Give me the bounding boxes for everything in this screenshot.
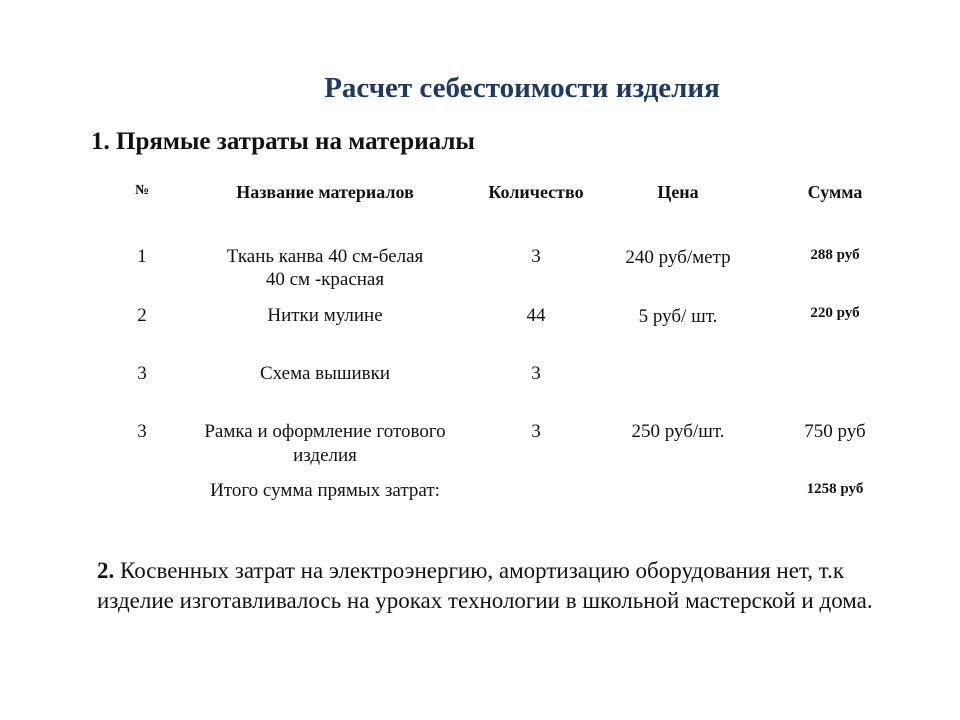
section-2-paragraph [97,556,897,616]
row-name-line1: Нитки мулине [267,305,383,326]
header-num: № [134,183,150,198]
header-qty: Количество [488,182,584,202]
row-num: 2 [137,305,147,326]
total-value: 1258 руб [806,481,864,497]
row-num: 3 [137,421,147,442]
section-2-text: Косвенных затрат на электроэнергию, амортизацию оборудования нет, т.к изделие изготавливалось на уроках технологии в школьной мастерской и дома. [97,558,873,613]
row-name-line1: Схема вышивки [259,363,391,384]
row-price: 240 руб/метр [625,247,731,268]
header-name: Название материалов [236,182,414,202]
total-label: Итого сумма прямых затрат: [210,480,440,501]
row-num: 1 [137,246,147,267]
row-name-line2: изделия [293,445,357,466]
page-title: Расчет себестоимости изделия [324,72,720,104]
row-price: 250 руб/шт. [631,421,725,442]
header-sum: Сумма [807,182,863,202]
row-name-line1: Ткань канва 40 см-белая [226,246,424,267]
row-sum: 288 руб [810,247,860,263]
row-name-line2: 40 см -красная [265,269,385,290]
row-qty: 3 [531,421,541,442]
row-qty: 3 [531,363,541,384]
row-sum: 750 руб [804,421,866,442]
row-num: 3 [137,363,147,384]
header-price: Цена [657,182,699,202]
row-qty: 44 [526,305,546,326]
row-sum: 220 руб [810,305,860,321]
section-2-number: 2. [97,558,115,583]
row-price: 5 руб/ шт. [638,306,718,327]
row-qty: 3 [531,246,541,267]
row-name-line1: Рамка и оформление готового [204,421,446,442]
section-1-heading: 1. Прямые затраты на материалы [91,128,475,155]
